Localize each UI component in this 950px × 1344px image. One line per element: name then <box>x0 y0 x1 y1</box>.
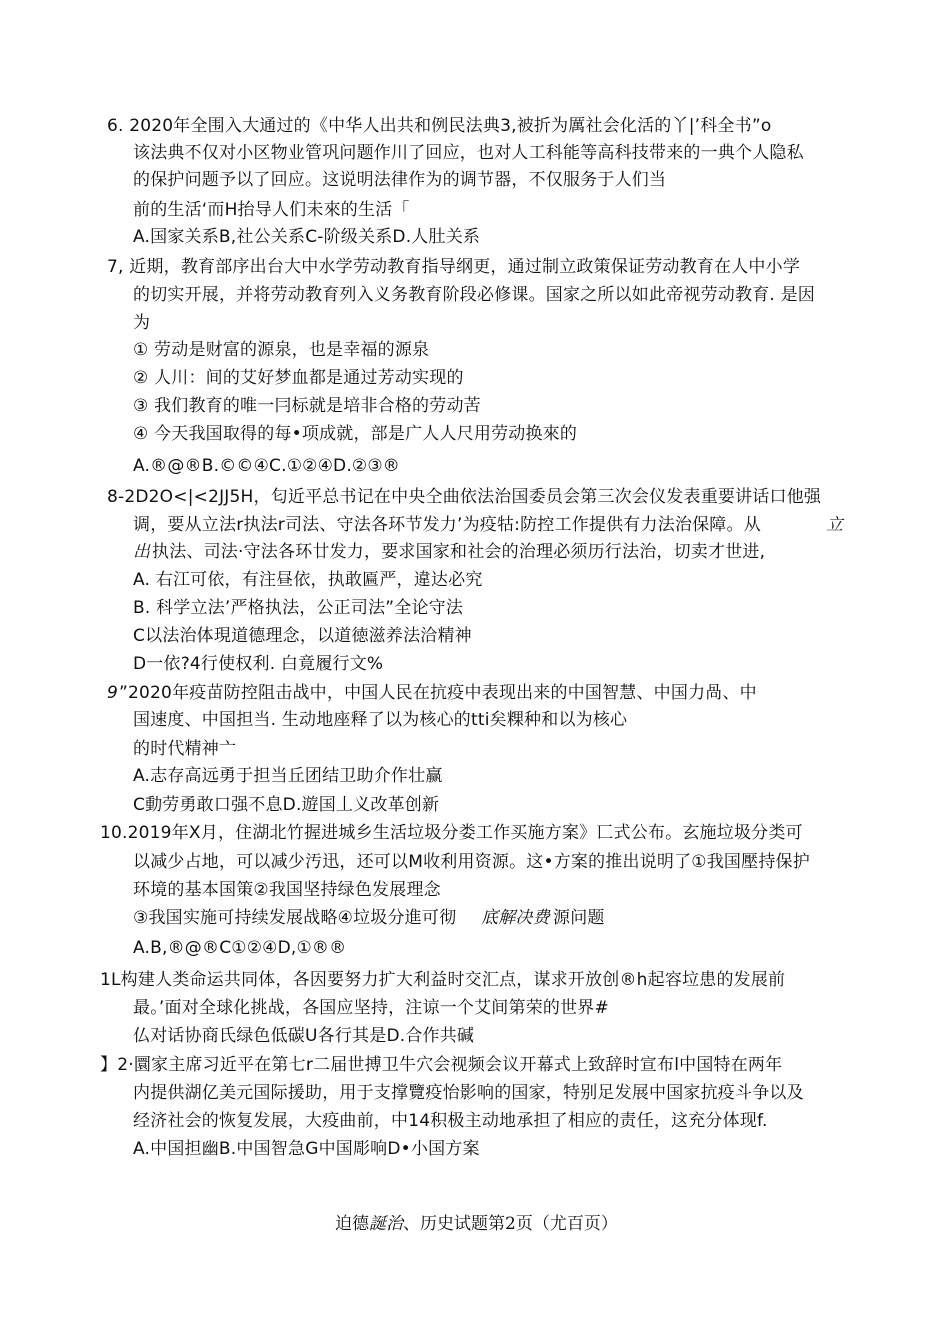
question-7-line-3: 为 <box>133 313 151 333</box>
question-8-line-2: 调，要从立法r执法r司法、守法各环节发力’为疫牯:防控工作提供有力法治保障。从 <box>133 515 761 535</box>
question-6-line-1: 6. 2020年全围入大通过的《中华人出共和例民法典3,被折为厲社会化活的丫|’科全书”o <box>107 116 772 136</box>
question-6-line-2: 该法典不仅对小区物业管巩问题作川了回应，也对人工科能等高科技带来的一典个人隐私 <box>133 143 804 163</box>
footer-part-3: 、历史试题第2页（尤百页） <box>403 1214 618 1234</box>
question-8-line-3-head: 出 <box>133 542 151 562</box>
question-7-line-1: 7, 近期，教育部序出台大中水学劳动教育指导纲更，通过制立政策保证劳动教育在人中小学 <box>107 257 801 277</box>
question-7-item-4: ④ 今天我国取得的每•项成就，部是广人人尺用劳动换來的 <box>133 424 578 444</box>
question-6-options: A.国家关系B,社公关系C-阶级关系D.人肚关系 <box>133 227 481 247</box>
question-8-line-2-tail: 立 <box>826 515 844 535</box>
question-9-options-cd: C動劳勇敢口强不息D.遊国丄义改革创新 <box>133 795 440 815</box>
question-7-item-3: ③ 我们教育的唯一冃标就是培非合格的劳动苦 <box>133 396 481 416</box>
question-6-line-4: 前的生活‘而H抬导人们未來的生活「 <box>133 200 410 220</box>
footer-part-2: 誕治 <box>369 1214 403 1234</box>
question-8-option-c: C以法治体現道德理念，以道徳滋养法洽精神 <box>133 626 472 646</box>
question-7-item-1: ① 劳动是财富的源泉，也是幸福的源泉 <box>133 340 430 360</box>
question-11-line-1: 1L构建人类命运共同体，各因要努力扩大利益时交汇点，谋求开放创®h起容垃患的发展前 <box>100 970 786 990</box>
question-7-options: A.®@®B.©©④C.①②④D.②③® <box>133 456 401 476</box>
question-10-line-4: ③我国实施可持续发展战略④垃圾分進可彻 <box>133 908 457 928</box>
question-7-item-2: ② 人川：间的艾好梦血都是通过芳动实现的 <box>133 368 464 388</box>
question-10-line-4-italic: 底解决费 <box>481 908 550 928</box>
question-12-line-1: 】2·圜家主席习近平在第七r二届世搏卫牛穴会视频会议开幕式上致辞时宣布l中国特在两年 <box>100 1055 783 1075</box>
page-footer <box>335 1213 618 1235</box>
question-9-line-2: 国速度、中国担当. 生动地座释了以为核心的tti矣粿种和以为核心 <box>133 710 628 730</box>
footer-part-1: 迫德 <box>335 1214 369 1234</box>
question-9-line-1: ”2020年疫苗防控阻击战中，中国人民在抗疫中表现出来的中国智慧、中国力咼、中 <box>119 683 757 703</box>
question-10-line-2: 以减少占地，可以减少汚迅，还可以M收利用资源。这•方案的推出说明了①我国壓持保护 <box>133 852 810 872</box>
question-10-line-4-tail: 源问题 <box>553 908 605 928</box>
question-8-option-a: A. 右江可依，有注昼依，执敢匾严，違达必究 <box>133 570 483 590</box>
question-9-options-ab: A.志存高远勇于担当丘团结卫助介作壮赢 <box>133 766 443 786</box>
question-10-options: A.B,®@®C①②④D,①®® <box>133 938 347 958</box>
question-9-line-3: 的时代精神亠 <box>133 739 237 759</box>
question-8-line-3: 执法、司法·守法各环廿发力，要求国家和社会的治理必须历行法治，切卖才世进, <box>152 542 766 562</box>
question-9-number: 9 <box>107 683 119 703</box>
question-10-line-1: 10.2019年X月，住湖北竹握进城乡生活垃圾分娄工作买施方案》匸式公布。玄施垃圾分类可 <box>100 823 803 843</box>
question-8-option-b: B. 科学立法’严格执法，公正司法”全论守法 <box>133 598 464 618</box>
question-8-option-d: D一依?4行使权利. 白竟履行文% <box>133 654 384 674</box>
question-8-line-1: 8-2D2O<|<2JJ5H，匂近平总书记在中央仝曲依法治国委员会第三次会仪发表重要讲话口他强 <box>107 487 822 507</box>
question-12-line-3: 经济社会的恢复发展，大疫曲前，中14积极主动地承担了相应的责任，这充分体现f. <box>133 1111 768 1131</box>
question-12-line-2: 内提供湖亿美元国际援助，用于支撑覽疫怡影响的国家，特别足发展中国家抗疫斗争以及 <box>133 1083 804 1103</box>
question-11-options: 仏对话协商氏绿色低碳U各行其是D.合作共碱 <box>133 1026 475 1046</box>
question-6-line-3: 的保护问题予以了回应。这说明法律作为的调节器，不仅服务于人们当 <box>133 170 667 190</box>
question-12-options: A.中国担幽B.中国智急G中国彫响D•小国方案 <box>133 1139 480 1159</box>
question-10-line-3: 环境的基本国策②我国坚持绿色发展理念 <box>133 880 441 900</box>
question-7-line-2: 的切实开展，并将劳动教育列入义务教育阶段必修课。国家之所以如此帝视劳动教育. 是因 <box>133 285 816 305</box>
question-11-line-2: 最。’面对全球化挑战，各国应坚持，注谅一个艾间第荣的世界# <box>133 998 609 1018</box>
